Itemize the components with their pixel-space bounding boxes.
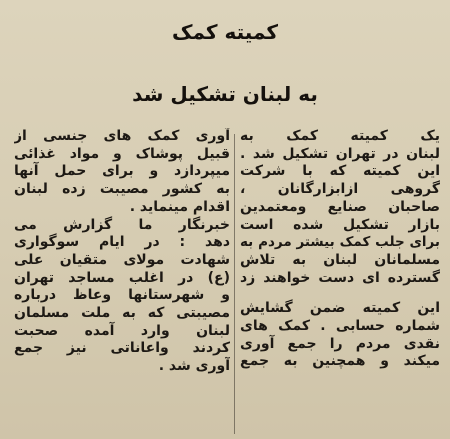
text-line: دهد : در ایام سوگواری — [14, 234, 230, 251]
text-line: میپردازد و برای حمل آنها — [14, 163, 230, 180]
left-column — [14, 128, 230, 439]
text-line: این کمیته ضمن گشایش — [240, 300, 440, 317]
headline-line-1: کمیته کمک — [172, 20, 278, 44]
text-line: قبیل پوشاک و مواد غذائی — [14, 145, 230, 162]
column-divider — [234, 134, 235, 434]
text-line: مسلمانان لبنان به تلاش — [240, 251, 440, 268]
text-line: گروهی ازابزارگانان ، — [240, 181, 440, 198]
text-line: لبنان وارد آمده صحبت — [14, 322, 230, 339]
right-column — [240, 128, 440, 439]
text-line: برای جلب کمک بیشتر مردم به — [240, 234, 440, 251]
text-line: بازار تشکیل شده است — [240, 216, 440, 233]
text-line: اقدام مینماید . — [129, 198, 230, 215]
text-line: کردند واعاناتی نیز جمع — [14, 340, 230, 357]
text-line: شهادت مولای متقیان علی — [14, 251, 230, 268]
text-line: و شهرستانها وعاظ درباره — [14, 287, 230, 304]
text-line: به کشور مصیبت زده لبنان — [14, 181, 230, 198]
text-line: گسترده ای دست خواهند زد — [240, 269, 440, 286]
text-line: (ع) در اغلب مساجد تهران — [14, 269, 230, 286]
paragraph-gap — [240, 287, 440, 300]
text-line: یک کمیته کمک به — [240, 128, 440, 144]
text-line: نقدی مردم را جمع آوری — [240, 335, 440, 352]
text-line: میکند و همچنین به جمع — [240, 353, 440, 370]
text-line: لبنان در تهران تشکیل شد . — [240, 145, 440, 162]
text-line: صاحبان صنایع ومعتمدین — [240, 198, 440, 215]
text-line: این کمیته که با شرکت — [240, 163, 440, 180]
text-line: آوری شد . — [158, 358, 230, 375]
text-line: مصیبتی که به ملت مسلمان — [14, 305, 230, 322]
text-line: شماره حسابی . کمک های — [240, 318, 440, 335]
text-line: خبرنگار ما گزارش می — [14, 216, 230, 233]
text-line: آوری کمک های جنسی از — [14, 128, 230, 144]
headline-line-2: به لبنان تشکیل شد — [132, 82, 318, 106]
